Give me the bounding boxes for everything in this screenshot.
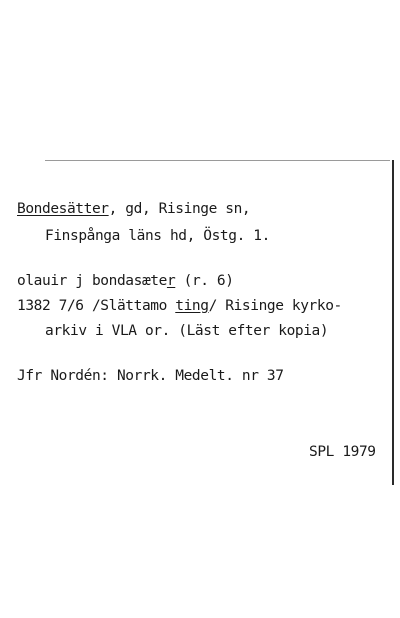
source-line bbox=[17, 272, 234, 290]
date-text: 1382 7/6 /Slättamo bbox=[17, 298, 176, 314]
source-ref: (r. 6) bbox=[175, 273, 234, 289]
heading-continuation: Finspånga läns hd, Östg. 1. bbox=[45, 228, 270, 244]
date-continuation: arkiv i VLA or. (Läst efter kopia) bbox=[45, 323, 329, 339]
card-right-edge bbox=[392, 160, 394, 485]
date-line bbox=[17, 297, 342, 315]
heading-rest: , gd, Risinge sn, bbox=[108, 201, 251, 217]
source-text: olauir j bondasæte bbox=[17, 273, 167, 289]
card-top-rule bbox=[45, 160, 390, 161]
source-underlined: r bbox=[166, 273, 176, 289]
date-underlined: ting bbox=[175, 298, 209, 314]
place-name: Bondesätter bbox=[17, 201, 109, 217]
signature: SPL 1979 bbox=[309, 444, 376, 460]
date-rest: / Risinge kyrko- bbox=[208, 298, 342, 314]
heading-line bbox=[17, 200, 250, 218]
reference-line: Jfr Nordén: Norrk. Medelt. nr 37 bbox=[17, 368, 284, 384]
